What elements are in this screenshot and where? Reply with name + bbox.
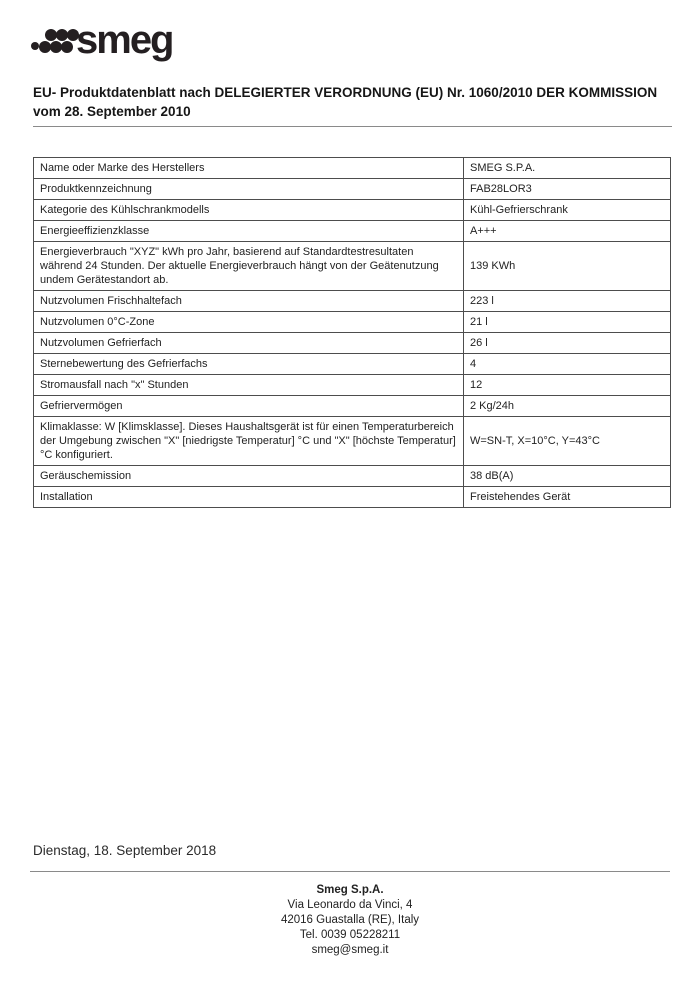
table-row bbox=[34, 417, 671, 466]
footer-divider bbox=[30, 871, 670, 872]
footer-company: Smeg S.p.A. bbox=[316, 884, 384, 896]
row-label: Produktkennzeichnung bbox=[34, 179, 464, 200]
table-row bbox=[34, 242, 671, 291]
row-value: 12 bbox=[464, 375, 671, 396]
row-value: Kühl-Gefrierschrank bbox=[464, 200, 671, 221]
row-label: Nutzvolumen Frischhaltefach bbox=[34, 291, 464, 312]
row-value: 2 Kg/24h bbox=[464, 396, 671, 417]
row-label: Installation bbox=[34, 487, 464, 508]
footer-address-block bbox=[0, 883, 700, 958]
row-label: Nutzvolumen Gefrierfach bbox=[34, 333, 464, 354]
row-value: 38 dB(A) bbox=[464, 466, 671, 487]
row-value: 4 bbox=[464, 354, 671, 375]
row-label: Stromausfall nach "x" Stunden bbox=[34, 375, 464, 396]
table-row bbox=[34, 158, 671, 179]
smeg-logo-icon bbox=[30, 16, 180, 64]
row-value: FAB28LOR3 bbox=[464, 179, 671, 200]
table-row bbox=[34, 291, 671, 312]
table-row bbox=[34, 466, 671, 487]
smeg-wordmark: smeg bbox=[76, 18, 173, 62]
row-label: Name oder Marke des Herstellers bbox=[34, 158, 464, 179]
table-row bbox=[34, 179, 671, 200]
row-value: SMEG S.P.A. bbox=[464, 158, 671, 179]
table-row bbox=[34, 487, 671, 508]
row-value: 223 l bbox=[464, 291, 671, 312]
table-row bbox=[34, 396, 671, 417]
row-label: Sternebewertung des Gefrierfachs bbox=[34, 354, 464, 375]
row-value: 21 l bbox=[464, 312, 671, 333]
row-label: Energieverbrauch "XYZ" kWh pro Jahr, basierend auf Standardtestresultaten während 24 Stunden. Der aktuelle Energieverbrauch hängt von der Geätenutzung undem Gerätestandort ab. bbox=[34, 242, 464, 291]
row-value: 139 KWh bbox=[464, 242, 671, 291]
page-title: EU- Produktdatenblatt nach DELEGIERTER VERORDNUNG (EU) Nr. 1060/2010 DER KOMMISSION vom 28. September 2010 bbox=[33, 83, 672, 127]
table-row bbox=[34, 354, 671, 375]
table-row bbox=[34, 375, 671, 396]
row-label: Kategorie des Kühlschrankmodells bbox=[34, 200, 464, 221]
print-date: Dienstag, 18. September 2018 bbox=[33, 843, 217, 858]
table-row bbox=[34, 200, 671, 221]
table-row bbox=[34, 333, 671, 354]
footer-phone: Tel. 0039 05228211 bbox=[299, 929, 401, 941]
product-data-table bbox=[33, 157, 671, 508]
table-row bbox=[34, 312, 671, 333]
row-label: Nutzvolumen 0°C-Zone bbox=[34, 312, 464, 333]
footer-street: Via Leonardo da Vinci, 4 bbox=[287, 899, 413, 911]
product-table-body bbox=[34, 158, 671, 508]
row-value: W=SN-T, X=10°C, Y=43°C bbox=[464, 417, 671, 466]
smeg-logo bbox=[30, 16, 180, 64]
footer-city: 42016 Guastalla (RE), Italy bbox=[280, 914, 420, 926]
table-row bbox=[34, 221, 671, 242]
row-label: Klimaklasse: W [Klimsklasse]. Dieses Haushaltsgerät ist für einen Temperaturbereich der Umgebung zwischen "X" [niedrigste Temperatur] °C und "X" [höchste Temperatur] °C konfiguriert. bbox=[34, 417, 464, 466]
row-value: Freistehendes Gerät bbox=[464, 487, 671, 508]
row-value: A+++ bbox=[464, 221, 671, 242]
row-label: Gefriervermögen bbox=[34, 396, 464, 417]
footer-email: smeg@smeg.it bbox=[311, 944, 389, 956]
row-label: Geräuschemission bbox=[34, 466, 464, 487]
row-value: 26 l bbox=[464, 333, 671, 354]
row-label: Energieeffizienzklasse bbox=[34, 221, 464, 242]
